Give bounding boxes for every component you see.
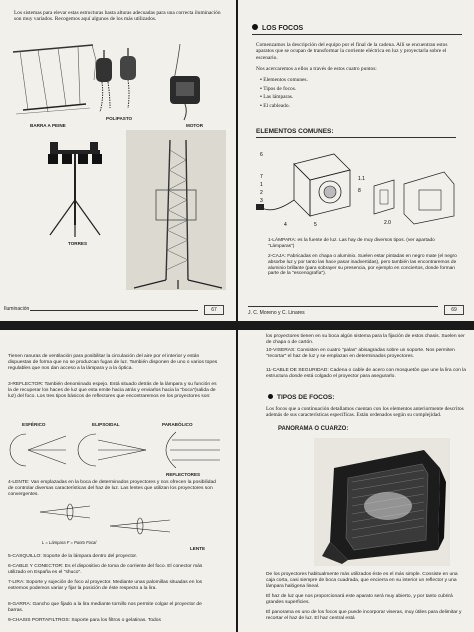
diagram-label: 2.0 xyxy=(384,220,391,226)
item-cable: 6-CABLE Y CONECTOR: Es el dispositivo de toma de corriente del foco. El conector más utilizado en España es el "shuco". xyxy=(8,564,203,575)
focus-exploded-diagram xyxy=(254,144,464,230)
reflector-label-elipsoidal: ELIPSOIDAL xyxy=(92,422,120,427)
panorama-para-3: El panorama es uno de los focos que puede incorporar viseras, muy útiles para delimitar y recortar el haz de luz. El haz central está xyxy=(266,610,462,621)
item-reflector: 3-REFLECTOR: También denominado espejo. Está situado detrás de la lámpara y su función es la de recuperar los haces de luz que esta emite hacia atrás y enviarlos hacia la "boca"(salida de luz) del foco. Los tres tipos básicos de reflectores que encontraremos en los proyectores son: xyxy=(8,382,217,399)
panorama-para-2: El haz de luz que nos proporcionará este aparato será muy abierto, y por tanto cubrirá grandes superficies. xyxy=(266,594,453,605)
motor-illustration xyxy=(150,40,226,122)
diagram-label: 6 xyxy=(260,152,263,158)
lens-legend: L = Lámpara F = Punto Focal xyxy=(42,540,97,545)
caption-polipasto: POLIPASTO xyxy=(106,116,133,121)
torre-truss-illustration xyxy=(126,130,226,290)
heading-bullet-icon xyxy=(252,24,258,30)
para-top: los proyectores tienen en su boca algún sistema para la fijación de estos chasis. Suelen ser de chapa o de cartón. xyxy=(266,334,465,345)
caption-lente: LENTE xyxy=(190,546,206,551)
list-item: • Las lámparas. xyxy=(260,93,308,102)
page-footer-left: Iluminación xyxy=(4,306,30,312)
item-lente: 4-LENTE: Van emplazadas en la boca de determinados proyectores y nos ofrecen la posibilidad de controlar diversas características del haz de luz. Las lentes que utilizan los proyectores son convergentes. xyxy=(8,480,216,497)
footer-rule xyxy=(30,310,198,311)
item-caja: 2-CAJA: Fabricadas en chapa o aluminio. Suelen estar pintadas en negro mate (el negro absorbe luz y por tanto las hace pasar inadvertidas), pero también las encontraremos de aluminio brillante (para sobrayer su presencia, por ejemplo en conciertos, donde forman parte de la "escenografía"). xyxy=(268,254,457,277)
item-casquillo: 5-CASQUILLO: Soporte de la lámpara dentro del proyector. xyxy=(8,554,138,559)
item-garra: 8-GARRA: Gancho que fijado a la lira mediante tornillo nos permite colgar el proyector de barras. xyxy=(8,602,202,613)
diagram-label: 5 xyxy=(314,222,317,228)
book-page-67 xyxy=(0,0,236,321)
section-heading xyxy=(268,394,334,401)
diagram-label: 1 xyxy=(260,182,263,188)
barra-a-peine-illustration xyxy=(8,40,98,122)
diagram-label: 3 xyxy=(260,198,263,204)
list-item: • Elementos comunes. xyxy=(260,76,308,85)
diagram-label: 4 xyxy=(284,222,287,228)
para-top: Tienen ranuras de ventilación para posibilitar la circulación del aire por el interior y están dispuestas de forma que no se produzcan fugas de luz. También disponen de uno o varios topes regulables que nos dan acceso a la lámpara y a la óptica. xyxy=(8,354,218,371)
intro-text: Los sistemas para elevar estas estructuras hasta alturas adecuadas para una correcta iluminación son muy variados. Recogemos aquí algunos de los más utilizados. xyxy=(14,10,221,23)
reflector-label-esferico: ESFÉRICO xyxy=(22,422,46,427)
item-viseras: 10-VISERAS: Consisten en cuatro "palas" abisagradas sobre un soporte. Nos permiten "recortar" el haz de luz y se emplazan en determinados proyectores. xyxy=(266,348,455,359)
diagram-label: 1.1 xyxy=(358,176,365,182)
reflectores-diagram xyxy=(6,430,230,470)
item-lampara: 1-LÁMPARA: es la fuente de luz. Las hay de muy diversos tipos. (ver apartado "Lámparas") xyxy=(268,238,435,249)
caption-motor: MOTOR xyxy=(186,123,204,128)
item-lira: 7-LIRA: Soporte y sujeción de foco al proyector. Mediante unas palomillas situadas en los extremos podemos variar y fijar la posición de éste respecto a la lira. xyxy=(8,580,203,591)
torre-tripode-illustration xyxy=(30,140,120,240)
diagram-label: 7 xyxy=(260,174,263,180)
item-cable-seguridad: 11-CABLE DE SEGURIDAD: Cadena o cable de acero con mosquetón que une la lira con la estructura donde está colgado el proyector para asegurarlo. xyxy=(266,368,466,379)
subheading-rule xyxy=(256,137,456,138)
footer-rule xyxy=(248,306,438,307)
subheading: PANORAMA O CUARZO: xyxy=(278,426,349,432)
reflector-label-parabolico: PARABÓLICO xyxy=(162,422,193,427)
page-number: 69 xyxy=(444,305,464,315)
page-number: 67 xyxy=(204,305,224,315)
intro-text: Los focos que a continuación detallamos cuentan con los elementos anteriormente descritos además de sus características específicas. Están ordenados según su complejidad. xyxy=(266,406,464,419)
diagram-label: 2 xyxy=(260,190,263,196)
polipasto-illustration xyxy=(88,48,148,118)
lead-text: Nos acercaremos a ellos a través de estos cuatro puntos: xyxy=(256,66,377,72)
subheading: ELEMENTOS COMUNES: xyxy=(256,128,334,135)
heading-text: TIPOS DE FOCOS: xyxy=(277,394,335,401)
heading-bullet-icon xyxy=(268,394,273,399)
heading-rule xyxy=(252,34,462,35)
caption-torres: TORRES xyxy=(68,241,88,246)
list-item: • Tipos de focos. xyxy=(260,85,308,94)
heading-text: LOS FOCOS xyxy=(262,25,304,32)
caption-barra: BARRA A PEINE xyxy=(30,123,66,128)
caption-reflectores: REFLECTORES xyxy=(166,472,201,477)
panorama-para-1: De los proyectores habitualmente más utilizados éste es el más simple. Consiste en una caja corta, casi siempre de boca cuadrada, que encierra en su interior un reflector y una lámpara halógena lineal. xyxy=(266,572,458,589)
book-page-right-lower xyxy=(238,330,474,632)
list-item: • El cableado. xyxy=(260,102,308,111)
diagram-label: 8 xyxy=(358,188,361,194)
lente-diagram xyxy=(30,502,180,536)
book-page-left-lower xyxy=(0,330,236,632)
topics-list xyxy=(260,76,308,110)
page-footer-left: J. C. Moreno y C. Linares xyxy=(248,310,305,316)
item-chasis: 9-CHASIS PORTAFILTROS: Soporte para los filtros o gelatinas. Todos xyxy=(8,618,161,623)
intro-text: Comenzamos la descripción del equipo por el final de la cadena. Allí se encuentran estos aparatos que se ocupan de transformar la corriente eléctrica en luz y proyectarla sobre el escenario. xyxy=(256,42,448,61)
section-heading xyxy=(252,24,303,32)
book-page-69 xyxy=(238,0,474,321)
panorama-focus-photo xyxy=(314,438,450,566)
